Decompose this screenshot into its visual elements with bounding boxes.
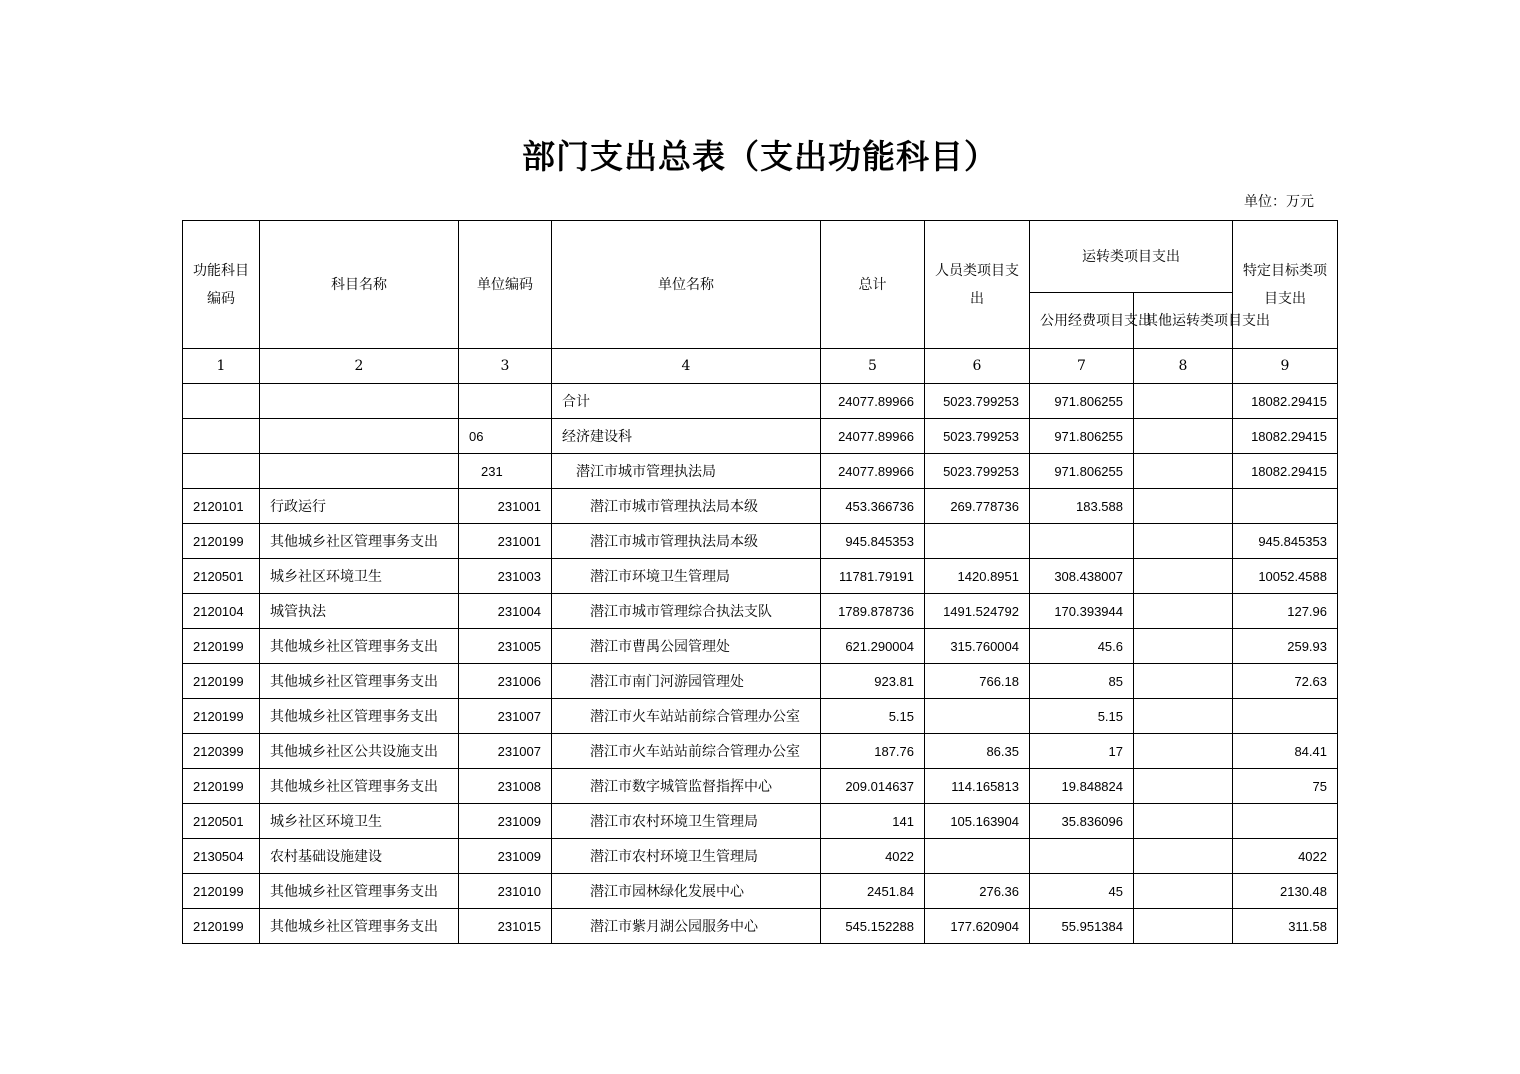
table-row (183, 384, 1338, 419)
header-unit-name: 单位名称 (552, 221, 821, 349)
func-code-cell: 2120199 (183, 524, 260, 559)
other-operation-cell (1134, 909, 1233, 944)
func-code-cell: 2120501 (183, 559, 260, 594)
other-operation-cell (1134, 734, 1233, 769)
unit-code-cell: 231009 (459, 804, 552, 839)
specific-cell: 75 (1233, 769, 1338, 804)
personnel-cell: 177.620904 (925, 909, 1030, 944)
header-personnel: 人员类项目支出 (925, 221, 1030, 349)
func-code-cell: 2120199 (183, 699, 260, 734)
subject-name-cell: 其他城乡社区管理事务支出 (260, 769, 459, 804)
specific-cell (1233, 489, 1338, 524)
unit-name-cell: 潜江市城市管理综合执法支队 (552, 594, 821, 629)
total-cell: 209.014637 (821, 769, 925, 804)
unit-code-cell: 231008 (459, 769, 552, 804)
personnel-cell (925, 839, 1030, 874)
personnel-cell: 1491.524792 (925, 594, 1030, 629)
subject-name-cell: 城乡社区环境卫生 (260, 559, 459, 594)
total-cell: 2451.84 (821, 874, 925, 909)
unit-name-cell: 潜江市曹禺公园管理处 (552, 629, 821, 664)
other-operation-cell (1134, 489, 1233, 524)
header-specific: 特定目标类项目支出 (1233, 221, 1338, 349)
other-operation-cell (1134, 839, 1233, 874)
index-cell: 4 (552, 349, 821, 384)
specific-cell: 18082.29415 (1233, 454, 1338, 489)
page-title: 部门支出总表（支出功能科目） (522, 137, 998, 176)
unit-name-cell: 潜江市紫月湖公园服务中心 (552, 909, 821, 944)
func-code-cell: 2120199 (183, 629, 260, 664)
subject-name-cell: 其他城乡社区管理事务支出 (260, 524, 459, 559)
header-func-code: 功能科目编码 (183, 221, 260, 349)
subject-name-cell: 城管执法 (260, 594, 459, 629)
public-funds-cell: 17 (1030, 734, 1134, 769)
table-row (183, 524, 1338, 559)
specific-cell: 84.41 (1233, 734, 1338, 769)
public-funds-cell: 971.806255 (1030, 384, 1134, 419)
subject-name-cell: 其他城乡社区管理事务支出 (260, 699, 459, 734)
subject-name-cell (260, 419, 459, 454)
public-funds-cell: 5.15 (1030, 699, 1134, 734)
unit-code-cell: 231007 (459, 699, 552, 734)
total-cell: 187.76 (821, 734, 925, 769)
expenditure-table (182, 220, 1338, 944)
index-cell: 3 (459, 349, 552, 384)
personnel-cell: 315.760004 (925, 629, 1030, 664)
unit-name-cell: 潜江市环境卫生管理局 (552, 559, 821, 594)
public-funds-cell: 308.438007 (1030, 559, 1134, 594)
total-cell: 453.366736 (821, 489, 925, 524)
personnel-cell: 1420.8951 (925, 559, 1030, 594)
personnel-cell: 5023.799253 (925, 419, 1030, 454)
table-row (183, 699, 1338, 734)
specific-cell: 18082.29415 (1233, 419, 1338, 454)
unit-code-cell: 231005 (459, 629, 552, 664)
specific-cell: 945.845353 (1233, 524, 1338, 559)
other-operation-cell (1134, 384, 1233, 419)
other-operation-cell (1134, 699, 1233, 734)
table-row (183, 909, 1338, 944)
other-operation-cell (1134, 454, 1233, 489)
unit-code-cell: 231010 (459, 874, 552, 909)
total-cell: 24077.89966 (821, 419, 925, 454)
unit-name-cell: 经济建设科 (552, 419, 821, 454)
public-funds-cell: 45 (1030, 874, 1134, 909)
table-row (183, 804, 1338, 839)
index-cell: 8 (1134, 349, 1233, 384)
index-cell: 1 (183, 349, 260, 384)
specific-cell: 2130.48 (1233, 874, 1338, 909)
personnel-cell: 766.18 (925, 664, 1030, 699)
total-cell: 24077.89966 (821, 454, 925, 489)
func-code-cell: 2120101 (183, 489, 260, 524)
unit-name-cell: 潜江市园林绿化发展中心 (552, 874, 821, 909)
unit-name-cell: 合计 (552, 384, 821, 419)
subject-name-cell: 农村基础设施建设 (260, 839, 459, 874)
personnel-cell: 86.35 (925, 734, 1030, 769)
specific-cell (1233, 804, 1338, 839)
table-row (183, 734, 1338, 769)
index-cell: 5 (821, 349, 925, 384)
other-operation-cell (1134, 524, 1233, 559)
func-code-cell: 2120199 (183, 909, 260, 944)
personnel-cell: 5023.799253 (925, 454, 1030, 489)
table-row (183, 594, 1338, 629)
other-operation-cell (1134, 664, 1233, 699)
other-operation-cell (1134, 594, 1233, 629)
header-operation: 运转类项目支出 (1030, 221, 1233, 293)
subject-name-cell: 其他城乡社区管理事务支出 (260, 874, 459, 909)
total-cell: 5.15 (821, 699, 925, 734)
unit-code-cell: 231001 (459, 489, 552, 524)
personnel-cell: 276.36 (925, 874, 1030, 909)
unit-code-cell: 231003 (459, 559, 552, 594)
unit-name-cell: 潜江市农村环境卫生管理局 (552, 804, 821, 839)
total-cell: 945.845353 (821, 524, 925, 559)
func-code-cell (183, 419, 260, 454)
public-funds-cell: 19.848824 (1030, 769, 1134, 804)
func-code-cell: 2120104 (183, 594, 260, 629)
header-other-operation: 其他运转类项目支出 (1134, 293, 1233, 349)
unit-code-cell: 231009 (459, 839, 552, 874)
table-row (183, 454, 1338, 489)
index-row (183, 349, 1338, 384)
total-cell: 11781.79191 (821, 559, 925, 594)
public-funds-cell: 971.806255 (1030, 419, 1134, 454)
header-total: 总计 (821, 221, 925, 349)
total-cell: 24077.89966 (821, 384, 925, 419)
specific-cell: 259.93 (1233, 629, 1338, 664)
personnel-cell: 105.163904 (925, 804, 1030, 839)
subject-name-cell: 行政运行 (260, 489, 459, 524)
unit-code-cell: 231 (459, 454, 552, 489)
personnel-cell (925, 699, 1030, 734)
specific-cell: 311.58 (1233, 909, 1338, 944)
subject-name-cell: 其他城乡社区管理事务支出 (260, 664, 459, 699)
unit-code-cell: 231001 (459, 524, 552, 559)
index-cell: 9 (1233, 349, 1338, 384)
subject-name-cell: 其他城乡社区管理事务支出 (260, 909, 459, 944)
subject-name-cell (260, 384, 459, 419)
table-row (183, 419, 1338, 454)
total-cell: 141 (821, 804, 925, 839)
index-cell: 6 (925, 349, 1030, 384)
other-operation-cell (1134, 629, 1233, 664)
unit-name-cell: 潜江市数字城管监督指挥中心 (552, 769, 821, 804)
public-funds-cell: 170.393944 (1030, 594, 1134, 629)
unit-name-cell: 潜江市火车站站前综合管理办公室 (552, 734, 821, 769)
unit-code-cell: 231004 (459, 594, 552, 629)
table-row (183, 664, 1338, 699)
public-funds-cell: 85 (1030, 664, 1134, 699)
personnel-cell: 269.778736 (925, 489, 1030, 524)
func-code-cell (183, 384, 260, 419)
public-funds-cell: 55.951384 (1030, 909, 1134, 944)
header-row-top (183, 221, 1338, 293)
header-public-funds: 公用经费项目支出 (1030, 293, 1134, 349)
unit-name-cell: 潜江市城市管理执法局本级 (552, 489, 821, 524)
table-row (183, 839, 1338, 874)
public-funds-cell (1030, 839, 1134, 874)
specific-cell: 18082.29415 (1233, 384, 1338, 419)
unit-code-cell: 231007 (459, 734, 552, 769)
table-row (183, 874, 1338, 909)
subject-name-cell: 其他城乡社区管理事务支出 (260, 629, 459, 664)
subject-name-cell (260, 454, 459, 489)
func-code-cell: 2130504 (183, 839, 260, 874)
other-operation-cell (1134, 419, 1233, 454)
unit-name-cell: 潜江市农村环境卫生管理局 (552, 839, 821, 874)
subject-name-cell: 城乡社区环境卫生 (260, 804, 459, 839)
other-operation-cell (1134, 804, 1233, 839)
header-unit-code: 单位编码 (459, 221, 552, 349)
func-code-cell: 2120399 (183, 734, 260, 769)
unit-name-cell: 潜江市火车站站前综合管理办公室 (552, 699, 821, 734)
public-funds-cell (1030, 524, 1134, 559)
subject-name-cell: 其他城乡社区公共设施支出 (260, 734, 459, 769)
func-code-cell: 2120199 (183, 874, 260, 909)
public-funds-cell: 183.588 (1030, 489, 1134, 524)
personnel-cell: 114.165813 (925, 769, 1030, 804)
unit-label: 单位：万元 (1244, 194, 1314, 210)
unit-code-cell: 06 (459, 419, 552, 454)
func-code-cell: 2120501 (183, 804, 260, 839)
unit-name-cell: 潜江市城市管理执法局本级 (552, 524, 821, 559)
other-operation-cell (1134, 874, 1233, 909)
unit-name-cell: 潜江市城市管理执法局 (552, 454, 821, 489)
other-operation-cell (1134, 769, 1233, 804)
total-cell: 545.152288 (821, 909, 925, 944)
header-subject-name: 科目名称 (260, 221, 459, 349)
unit-name-cell: 潜江市南门河游园管理处 (552, 664, 821, 699)
public-funds-cell: 971.806255 (1030, 454, 1134, 489)
total-cell: 4022 (821, 839, 925, 874)
personnel-cell (925, 524, 1030, 559)
unit-code-cell: 231015 (459, 909, 552, 944)
table-row (183, 629, 1338, 664)
public-funds-cell: 45.6 (1030, 629, 1134, 664)
unit-code-cell (459, 384, 552, 419)
specific-cell: 127.96 (1233, 594, 1338, 629)
unit-code-cell: 231006 (459, 664, 552, 699)
total-cell: 923.81 (821, 664, 925, 699)
other-operation-cell (1134, 559, 1233, 594)
total-cell: 1789.878736 (821, 594, 925, 629)
table-row (183, 769, 1338, 804)
total-cell: 621.290004 (821, 629, 925, 664)
specific-cell (1233, 699, 1338, 734)
func-code-cell: 2120199 (183, 664, 260, 699)
index-cell: 2 (260, 349, 459, 384)
specific-cell: 4022 (1233, 839, 1338, 874)
table-row (183, 559, 1338, 594)
func-code-cell (183, 454, 260, 489)
personnel-cell: 5023.799253 (925, 384, 1030, 419)
index-cell: 7 (1030, 349, 1134, 384)
func-code-cell: 2120199 (183, 769, 260, 804)
specific-cell: 72.63 (1233, 664, 1338, 699)
specific-cell: 10052.4588 (1233, 559, 1338, 594)
public-funds-cell: 35.836096 (1030, 804, 1134, 839)
table-row (183, 489, 1338, 524)
